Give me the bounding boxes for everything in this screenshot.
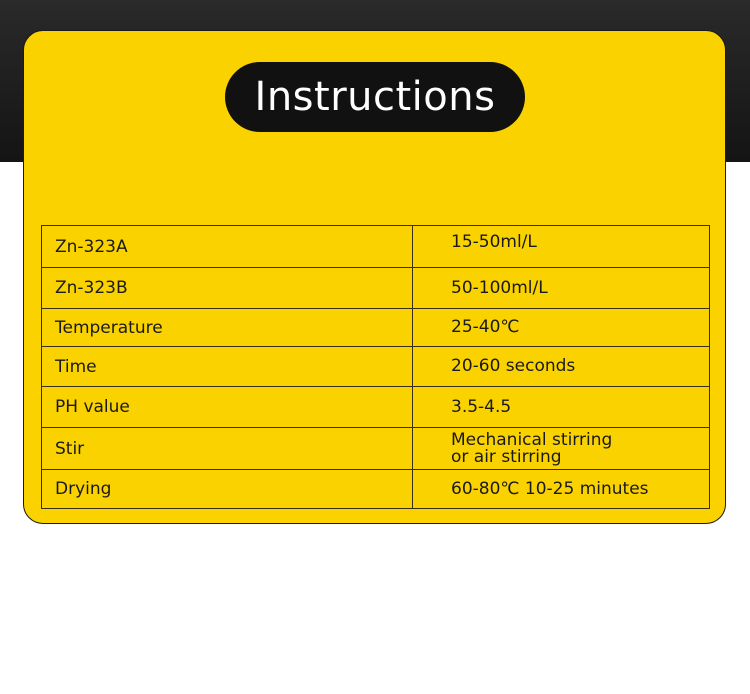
row-label: Stir: [42, 428, 413, 470]
row-label: PH value: [42, 387, 413, 428]
row-value: Mechanical stirring or air stirring: [413, 428, 710, 470]
row-label: Temperature: [42, 309, 413, 347]
table-row-zn-323a: [42, 226, 710, 268]
row-value: 15-50ml/L: [413, 226, 710, 268]
row-value: 20-60 seconds: [413, 347, 710, 387]
table-row-temperature: [42, 309, 710, 347]
table-row-zn-323b: [42, 268, 710, 309]
row-value: 50-100ml/L: [413, 268, 710, 309]
row-label: Zn-323B: [42, 268, 413, 309]
table-row-drying: [42, 470, 710, 509]
instructions-card: [23, 30, 726, 524]
row-label: Zn-323A: [42, 226, 413, 268]
table-row-stir: [42, 428, 710, 470]
row-label: Time: [42, 347, 413, 387]
row-value: 25-40℃: [413, 309, 710, 347]
row-label: Drying: [42, 470, 413, 509]
table-row-ph-value: [42, 387, 710, 428]
title-pill: [225, 62, 525, 132]
instructions-table: [41, 225, 710, 509]
page-title: Instructions: [254, 74, 496, 120]
table-row-time: [42, 347, 710, 387]
row-value: 3.5-4.5: [413, 387, 710, 428]
row-value: 60-80℃ 10-25 minutes: [413, 470, 710, 509]
